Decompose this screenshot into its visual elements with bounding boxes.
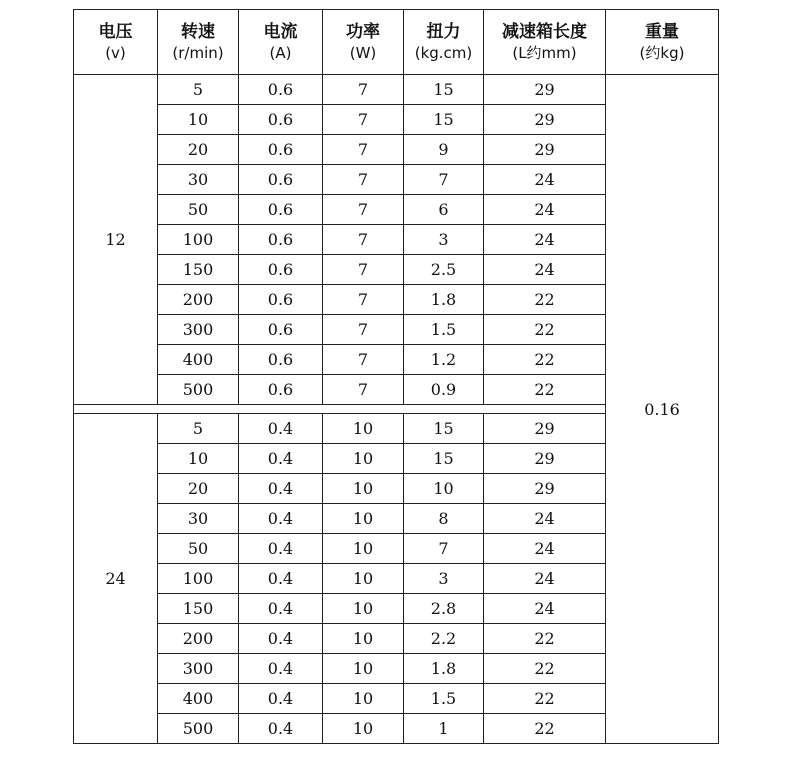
length-cell: 24 [484,594,606,624]
torque-cell: 0.9 [404,375,484,405]
current-cell: 0.4 [239,504,323,534]
torque-cell: 15 [404,414,484,444]
current-cell: 0.6 [239,165,323,195]
header-speed-unit: (r/min) [172,44,224,62]
current-cell: 0.6 [239,345,323,375]
torque-cell: 6 [404,195,484,225]
torque-cell: 1.8 [404,285,484,315]
torque-cell: 2.2 [404,624,484,654]
power-cell: 7 [323,105,404,135]
header-gearbox-length-label: 减速箱长度 [502,22,587,42]
length-cell: 24 [484,564,606,594]
header-gearbox-length [484,10,606,75]
power-cell: 7 [323,255,404,285]
torque-cell: 1.5 [404,315,484,345]
speed-cell: 300 [158,315,239,345]
length-cell: 24 [484,255,606,285]
speed-cell: 150 [158,255,239,285]
header-current [239,10,323,75]
current-cell: 0.4 [239,624,323,654]
speed-cell: 30 [158,165,239,195]
length-cell: 22 [484,684,606,714]
header-torque-label: 扭力 [426,22,461,42]
header-power-label: 功率 [346,22,380,42]
header-row [74,10,719,75]
torque-cell: 8 [404,504,484,534]
speed-cell: 10 [158,444,239,474]
speed-cell: 400 [158,345,239,375]
power-cell: 7 [323,75,404,105]
speed-cell: 200 [158,624,239,654]
length-cell: 29 [484,414,606,444]
current-cell: 0.4 [239,444,323,474]
speed-cell: 5 [158,75,239,105]
header-power [323,10,404,75]
voltage-cell: 12 [74,75,158,405]
length-cell: 22 [484,315,606,345]
current-cell: 0.6 [239,315,323,345]
length-cell: 29 [484,135,606,165]
torque-cell: 7 [404,165,484,195]
speed-cell: 50 [158,534,239,564]
power-cell: 10 [323,684,404,714]
motor-spec-table [73,9,719,744]
current-cell: 0.6 [239,135,323,165]
speed-cell: 150 [158,594,239,624]
power-cell: 7 [323,345,404,375]
torque-cell: 1 [404,714,484,744]
header-speed [158,10,239,75]
torque-cell: 3 [404,225,484,255]
speed-cell: 20 [158,474,239,504]
power-cell: 10 [323,534,404,564]
speed-cell: 50 [158,195,239,225]
power-cell: 10 [323,474,404,504]
torque-cell: 2.5 [404,255,484,285]
current-cell: 0.6 [239,75,323,105]
speed-cell: 10 [158,105,239,135]
speed-cell: 500 [158,714,239,744]
spec-body [74,75,719,744]
speed-cell: 400 [158,684,239,714]
length-cell: 24 [484,534,606,564]
speed-cell: 100 [158,225,239,255]
power-cell: 7 [323,225,404,255]
power-cell: 10 [323,414,404,444]
header-voltage [74,10,158,75]
voltage-cell: 24 [74,414,158,744]
length-cell: 22 [484,654,606,684]
speed-cell: 20 [158,135,239,165]
header-voltage-unit: (v) [105,44,126,62]
length-cell: 24 [484,165,606,195]
header-voltage-label: 电压 [98,22,133,42]
current-cell: 0.4 [239,534,323,564]
length-cell: 22 [484,285,606,315]
torque-cell: 3 [404,564,484,594]
length-cell: 29 [484,474,606,504]
torque-cell: 1.5 [404,684,484,714]
torque-cell: 10 [404,474,484,504]
header-weight [606,10,719,75]
speed-cell: 100 [158,564,239,594]
weight-cell: 0.16 [606,75,719,744]
header-weight-unit: (约kg) [639,44,685,62]
length-cell: 29 [484,75,606,105]
header-speed-label: 转速 [181,22,215,42]
header-gearbox-length-unit: (L约mm) [512,44,577,62]
length-cell: 24 [484,504,606,534]
power-cell: 10 [323,444,404,474]
power-cell: 10 [323,564,404,594]
current-cell: 0.6 [239,375,323,405]
speed-cell: 5 [158,414,239,444]
current-cell: 0.4 [239,654,323,684]
current-cell: 0.4 [239,564,323,594]
current-cell: 0.6 [239,285,323,315]
power-cell: 7 [323,315,404,345]
length-cell: 22 [484,375,606,405]
current-cell: 0.4 [239,594,323,624]
length-cell: 29 [484,105,606,135]
torque-cell: 1.8 [404,654,484,684]
speed-cell: 200 [158,285,239,315]
current-cell: 0.6 [239,225,323,255]
power-cell: 7 [323,285,404,315]
length-cell: 24 [484,225,606,255]
power-cell: 10 [323,714,404,744]
torque-cell: 7 [404,534,484,564]
torque-cell: 9 [404,135,484,165]
speed-cell: 500 [158,375,239,405]
speed-cell: 300 [158,654,239,684]
group-separator [74,405,606,414]
table-row [74,75,719,105]
header-power-unit: (W) [349,44,377,62]
header-current-unit: (A) [269,44,292,62]
torque-cell: 15 [404,444,484,474]
current-cell: 0.4 [239,414,323,444]
power-cell: 10 [323,654,404,684]
power-cell: 7 [323,135,404,165]
length-cell: 24 [484,195,606,225]
current-cell: 0.4 [239,684,323,714]
current-cell: 0.6 [239,105,323,135]
length-cell: 22 [484,714,606,744]
speed-cell: 30 [158,504,239,534]
torque-cell: 15 [404,75,484,105]
current-cell: 0.4 [239,714,323,744]
power-cell: 10 [323,594,404,624]
header-torque-unit: (kg.cm) [414,44,473,62]
power-cell: 7 [323,195,404,225]
power-cell: 10 [323,624,404,654]
torque-cell: 2.8 [404,594,484,624]
current-cell: 0.6 [239,255,323,285]
header-current-label: 电流 [263,22,298,42]
power-cell: 10 [323,504,404,534]
length-cell: 29 [484,444,606,474]
current-cell: 0.4 [239,474,323,504]
length-cell: 22 [484,345,606,375]
header-torque [404,10,484,75]
current-cell: 0.6 [239,195,323,225]
power-cell: 7 [323,375,404,405]
length-cell: 22 [484,624,606,654]
torque-cell: 1.2 [404,345,484,375]
header-weight-label: 重量 [645,22,679,42]
torque-cell: 15 [404,105,484,135]
power-cell: 7 [323,165,404,195]
